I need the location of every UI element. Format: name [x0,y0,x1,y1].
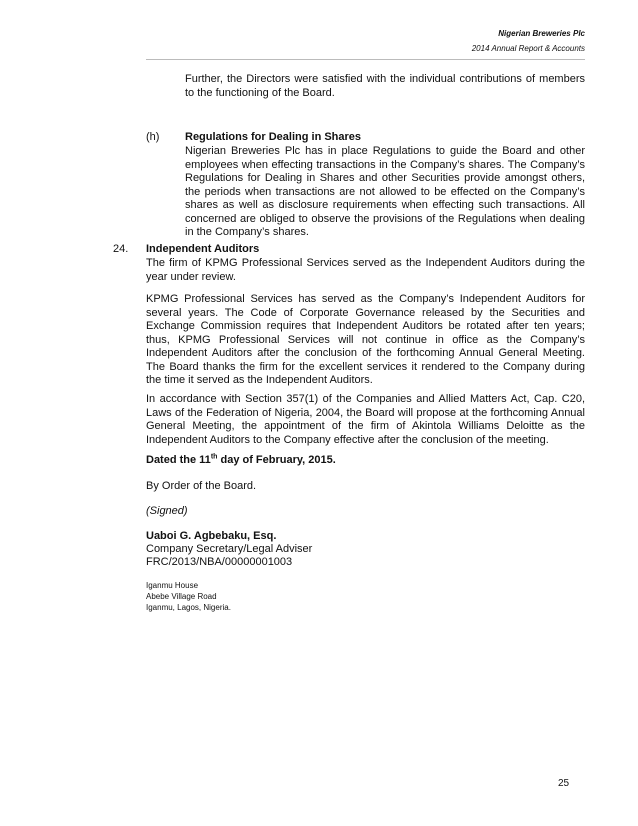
section-h-title: Regulations for Dealing in Shares [185,131,362,143]
signatory-name: Uaboi G. Agbebaku, Esq. [146,530,277,542]
auditors-paragraph-1: The firm of KPMG Professional Services served as the Independent Auditors during the year under review. [146,257,585,283]
auditors-paragraph-2: KPMG Professional Services has served as the Company’s Independent Auditors for several years. The Code of Corporate Governance released by the Securities and Exchange Commission requires that Independent Auditors be rotated after ten years; thus, KPMG Professional Services will not continue in office as the Company’s Independent Auditors after the conclusion of the forthcoming Annual General Meeting. The Board thanks the firm for the excellent services it rendered to the Company during the time it served as the Independent Auditors. [146,293,585,386]
address-line-1: Iganmu House [146,581,199,590]
address-line-2: Abebe Village Road [146,592,217,601]
page-number: 25 [558,778,570,789]
section-h-body: Nigerian Breweries Plc has in place Regulations to guide the Board and other employees when effecting transactions in the Company’s shares. The Company’s Regulations for Dealing in Shares and other Securities provide amongst others, the periods when transactions are not allowed to be effected on the Company’s shares as well as disclosure requirements when effecting such transactions. All concerned are obliged to observe the provisions of the Regulations when dealing in the Company’s shares. [185,145,585,238]
section-h-label: (h) [146,131,160,143]
dated-superscript: th [210,453,218,461]
header-company: Nigerian Breweries Plc [498,29,585,38]
address-line-3: Iganmu, Lagos, Nigeria. [146,603,231,612]
auditors-paragraph-3: In accordance with Section 357(1) of the Companies and Allied Matters Act, Cap. C20, Laws of the Federation of Nigeria, 2004, the Board will propose at the forthcoming Annual General Meeting, the appointment of the firm of Akintola Williams Deloitte as the Independent Auditors to the Company effective after the conclusion of the meeting. [146,393,585,446]
dated-prefix: Dated the 11 [146,454,211,466]
intro-paragraph: Further, the Directors were satisfied with the individual contributions of members to the functioning of the Board. [185,73,585,99]
section-24-title: Independent Auditors [146,243,260,255]
dated-line [146,454,336,468]
order-line: By Order of the Board. [146,480,257,492]
signatory-frc: FRC/2013/NBA/00000001003 [146,556,293,568]
header-divider [146,59,585,60]
header-report-title: 2014 Annual Report & Accounts [471,44,585,53]
section-24-number: 24. [113,243,129,255]
dated-suffix: day of February, 2015. [217,454,336,466]
signatory-title: Company Secretary/Legal Adviser [146,543,313,555]
signed-note: (Signed) [146,505,188,517]
